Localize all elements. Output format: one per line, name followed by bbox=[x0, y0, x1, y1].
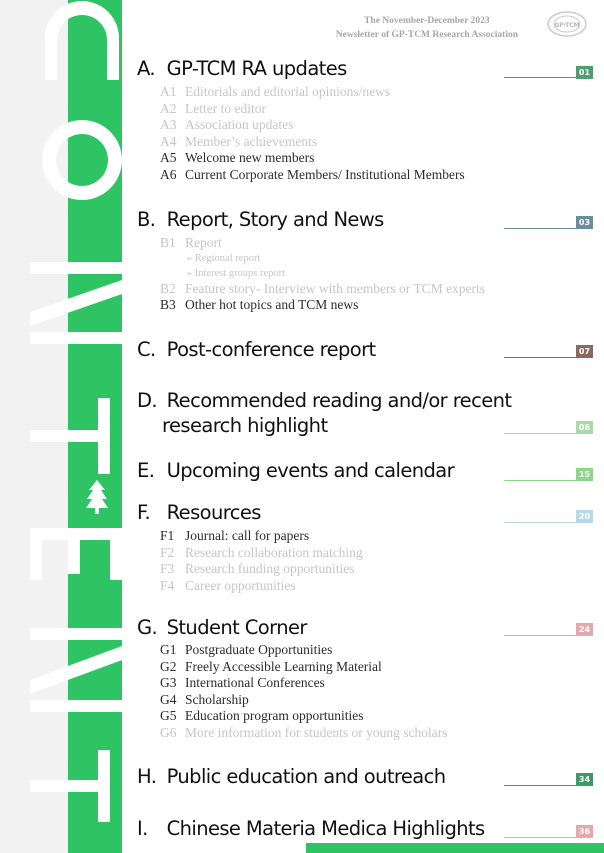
section-c-rule bbox=[504, 357, 576, 358]
toc-item-f4[interactable]: F4 Career opportunities bbox=[160, 577, 296, 593]
letter-n-diagonal bbox=[30, 280, 122, 326]
newsletter-header bbox=[336, 14, 518, 42]
toc-item-g4[interactable]: G4 Scholarship bbox=[160, 691, 249, 707]
section-title: Report, Story and News bbox=[166, 208, 384, 231]
section-letter: B. bbox=[137, 208, 156, 231]
section-f-heading[interactable] bbox=[137, 501, 261, 525]
letter-t-cross bbox=[98, 398, 110, 474]
toc-item-a4[interactable]: A4 Member’s achievements bbox=[160, 133, 318, 149]
letter-t2-cross bbox=[98, 750, 110, 822]
page-number-badge[interactable]: 01 bbox=[576, 66, 593, 79]
toc-item-a5[interactable]: A5 Welcome new members bbox=[160, 150, 315, 165]
letter-e-arm3 bbox=[110, 540, 122, 580]
svg-text:GP-TCM: GP-TCM bbox=[554, 22, 580, 29]
toc-item-f2[interactable]: F2 Research collaboration matching bbox=[160, 544, 363, 560]
section-letter: C. bbox=[137, 338, 156, 361]
toc-item-g1[interactable]: G1 Postgraduate Opportunities bbox=[160, 642, 333, 657]
section-title: Student Corner bbox=[166, 616, 307, 639]
footer-green-bar bbox=[306, 843, 604, 853]
page-number-badge[interactable]: 36 bbox=[576, 825, 593, 838]
toc-item-b1[interactable]: B1 Report bbox=[160, 235, 222, 250]
section-title: Recommended reading and/or recent bbox=[166, 389, 512, 412]
toc-item-g2[interactable]: G2 Freely Accessible Learning Material bbox=[160, 658, 382, 674]
toc-subitem-regional-report[interactable]: ➢ Regional report bbox=[186, 253, 261, 264]
section-letter: G. bbox=[137, 616, 158, 639]
section-d-heading[interactable] bbox=[137, 389, 511, 413]
letter-e-arm1 bbox=[30, 540, 42, 580]
toc-item-b2[interactable]: B2 Feature story- Interview with members or TCM experts bbox=[160, 281, 486, 296]
letter-n2-bar2 bbox=[30, 700, 122, 712]
header-issue: The November-December 2023 bbox=[364, 16, 490, 26]
letter-n-bar1 bbox=[30, 262, 122, 274]
toc-item-a6[interactable]: A6 Current Corporate Members/ Institutional Members bbox=[160, 166, 465, 182]
section-i-rule bbox=[504, 837, 576, 838]
letter-o-shape bbox=[42, 120, 122, 200]
letter-t2-stem bbox=[30, 780, 98, 792]
arrow-icon: ➢ bbox=[186, 254, 193, 263]
section-i-heading[interactable] bbox=[137, 817, 485, 841]
section-title: Chinese Materia Medica Highlights bbox=[166, 817, 485, 840]
section-letter: H. bbox=[137, 765, 157, 788]
section-a-heading[interactable] bbox=[137, 57, 347, 81]
section-d-rule bbox=[504, 433, 576, 434]
section-title: Post-conference report bbox=[166, 338, 376, 361]
page-number-badge[interactable]: 03 bbox=[576, 216, 593, 229]
letter-n2-diagonal bbox=[30, 646, 122, 694]
toc-item-g5[interactable]: G5 Education program opportunities bbox=[160, 708, 364, 723]
section-title: Resources bbox=[166, 501, 261, 524]
section-letter: F. bbox=[137, 501, 151, 524]
section-b-heading[interactable] bbox=[137, 208, 384, 232]
letter-c-shape bbox=[45, 1, 119, 80]
page-number-badge[interactable]: 07 bbox=[576, 345, 593, 358]
toc-subitem-interest-groups[interactable]: ➢ Interest groups report bbox=[186, 268, 286, 279]
section-h-heading[interactable] bbox=[137, 765, 446, 789]
section-title: Public education and outreach bbox=[166, 765, 446, 788]
section-g-heading[interactable] bbox=[137, 616, 307, 640]
toc-item-b3[interactable]: B3 Other hot topics and TCM news bbox=[160, 297, 359, 312]
section-h-rule bbox=[504, 785, 576, 786]
letter-n-bar2 bbox=[30, 332, 122, 344]
letter-n2-bar1 bbox=[30, 628, 122, 640]
section-a-rule bbox=[504, 77, 576, 78]
section-letter: A. bbox=[137, 57, 155, 80]
arrow-icon: ➢ bbox=[186, 269, 193, 278]
section-letter: E. bbox=[137, 459, 155, 482]
toc-item-a1[interactable]: A1 Editorials and editorial opinions/news bbox=[160, 84, 391, 99]
page-number-badge[interactable]: 24 bbox=[576, 623, 593, 636]
toc-item-f3[interactable]: F3 Research funding opportunities bbox=[160, 561, 355, 576]
letter-e-spine bbox=[30, 528, 122, 540]
section-g-rule bbox=[504, 635, 576, 636]
section-b-rule bbox=[504, 228, 576, 229]
association-logo bbox=[546, 10, 588, 38]
section-c-heading[interactable] bbox=[137, 338, 376, 362]
section-letter: I. bbox=[137, 817, 148, 840]
page-number-badge[interactable]: 20 bbox=[576, 510, 593, 523]
toc-item-g6[interactable]: G6 More information for students or young scholars bbox=[160, 724, 448, 740]
page-number-badge[interactable]: 34 bbox=[576, 773, 593, 786]
toc-item-a2[interactable]: A2 Letter to editor bbox=[160, 100, 266, 116]
section-d-heading-line2[interactable]: research highlight bbox=[162, 414, 328, 437]
section-title: Upcoming events and calendar bbox=[166, 459, 455, 482]
section-f-rule bbox=[504, 522, 576, 523]
section-letter: D. bbox=[137, 389, 158, 412]
tree-icon bbox=[86, 480, 108, 514]
section-title: GP-TCM RA updates bbox=[166, 57, 347, 80]
section-e-heading[interactable] bbox=[137, 459, 454, 483]
page-number-badge[interactable]: 08 bbox=[576, 421, 593, 434]
page-number-badge[interactable]: 15 bbox=[576, 468, 593, 481]
toc-item-g3[interactable]: G3 International Conferences bbox=[160, 675, 325, 690]
letter-e-arm2 bbox=[68, 540, 80, 574]
header-newsletter-name: Newsletter of GP-TCM Research Association bbox=[335, 30, 518, 40]
section-e-rule bbox=[504, 480, 576, 481]
toc-item-f1[interactable]: F1 Journal: call for papers bbox=[160, 528, 310, 543]
vertical-title-graphic bbox=[20, 0, 130, 853]
toc-item-a3[interactable]: A3 Association updates bbox=[160, 117, 294, 132]
letter-t-stem bbox=[30, 430, 98, 442]
